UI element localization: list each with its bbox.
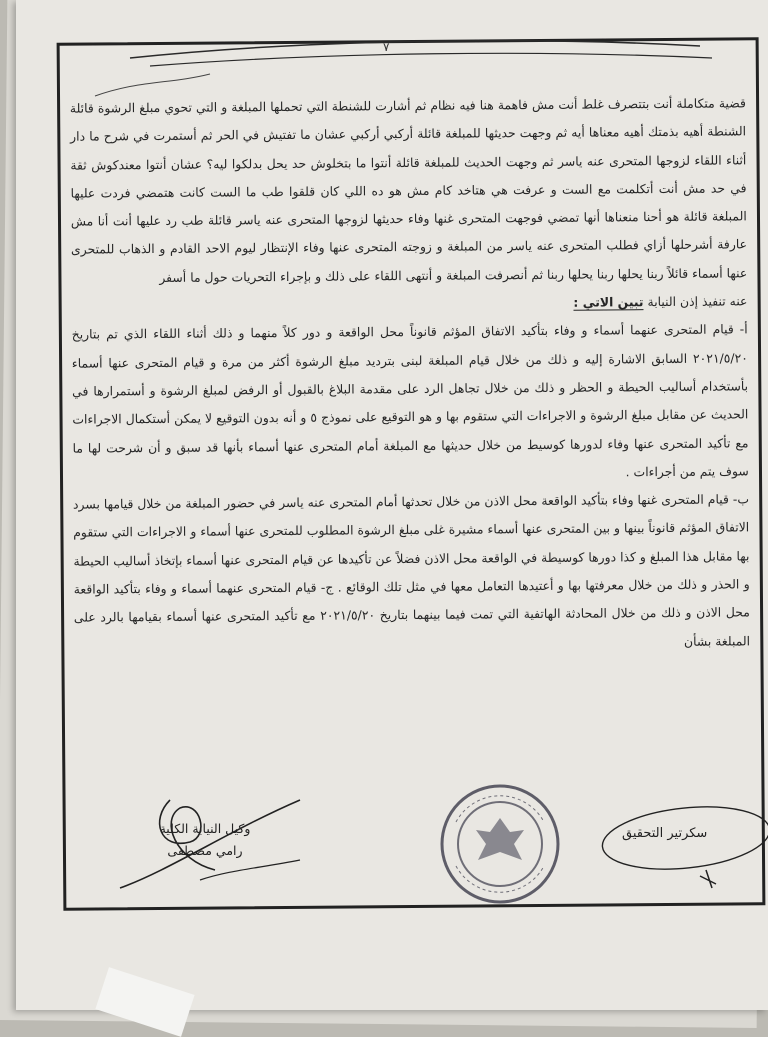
prosecutor-name: رامي مصطفى bbox=[167, 843, 243, 858]
heading-lead: عنه تنفيذ إذن النيابة bbox=[647, 293, 748, 310]
heading-underlined: تبين الاتي : bbox=[573, 294, 644, 310]
prosecutor-title: وكيل النيابة الكلية bbox=[159, 821, 251, 836]
prosecutor-signature-block bbox=[120, 818, 290, 862]
intro-paragraph: قضية متكاملة أنت بتتصرف غلط أنت مش فاهمة هنا فيه نظام ثم أشارت للشنطة التي تحملها المبلغة و التي تحوي مبلغ الرشوة قائلة الشنطة أهيه بذمتك أهيه معناها أيه ثم وجهت حديثها للمبلغة قائلة أركبي أركبي عشان ما تفتيش في الحر ثم أستمرت في شرح ما دار أثناء اللقاء لزوجها المتحرى عنه ياسر ثم وجهت الحديث للمبلغة قائلة أنتوا ما بتخلوش حد يحل بدلكوا ليه؟ عشان أنتوا معندكوش ثقة في حد مش أنت أتكلمت مع الست و عرفت هي هتاخد كام مش هو ده اللي كان قلقوا طب ما الست كانت هتمضي فردت عليها المبلغة قائلة هو أحنا منعناها أنها تمضي فوجهت المتحرى غنها وفاء حديثها لزوجها المتحرى عنه ياسر قائلة طب رد عليها أنت أنا مش عارفة أشرحلها أزاي فطلب المتحرى عنه ياسر من المبلغة و زوجته المتحرى عنها وفاء الإنتظار ليوم الاحد القادم و الذهاب للمتحرى عنها أسماء قائلاً ربنا يحلها ربنا يحلها ربنا ثم أنصرفت المبلغة و أنتهى اللقاء على ذلك و بإجراء التحريات حول ما أسفر bbox=[69, 95, 748, 285]
finding-item-b: ب- قيام المتحرى غنها وفاء بتأكيد الواقعة محل الاذن من خلال تحدثها أمام المتحرى عنه ياسر في حضور المبلغة من خلال قيامها بسرد الاتفاق المؤثم قانوناً بينها و بين المتحرى عنها أسماء مشيرة غلى مبلغ الرشوة المطلوب للمتحرى عنها أسماء و الاجراءات التي ستقوم بها مقابل هذا المبلغ و كذا دورها كوسيطة في الواقعة محل الاذن فضلاً عن تأكيدها عن قيام المتحرى عنها أسماء بإتخاذ أساليب الحيطة و الحذر و ذلك من خلال معرفتها بها و أعتيدها التعامل معها في مثل تلك الوقائع . ج- قيام المتحرى عنهما أسماء و وفاء بتأكيد الواقعة محل الاذن و ذلك من خلال المحادثة الهاتفية التي تمت فيما بينهما بتاريخ ٢٠٢١/٥/٢٠ مع تأكيد المتحرى عنها أسماء بقيامها بالرد على المبلغة بشأن bbox=[72, 491, 751, 649]
page-number: ٧ bbox=[383, 40, 390, 54]
secretary-label: سكرتير التحقيق bbox=[622, 826, 708, 841]
finding-item-a: أ- قيام المتحرى عنهما أسماء و وفاء بتأكيد الاتفاق المؤثم قانوناً محل الواقعة و دور كلاً منهما و ذلك أثناء اللقاء الذي تم بتاريخ ٢٠٢١/٥/٢٠ السابق الاشارة إليه و ذلك من خلال قيام المبلغة لبنى بترديد مبلغ الرشوة أكثر من مرة و قيام المتحرى عنها أسماء بأستخدام أساليب الحيطة و الحظر و ذلك من خلال تجاهل الرد على مقدمة البلاغ بالقبول أو الرفض لمبلغ الرشوة و أستمرارها في الحديث عن مقابل مبلغ الرشوة و الاجراءات التي ستقوم بها و هو التوقيع على نموذج ٥ و أنه بدون التوقيع لا يمكن أستكمال الاجراءات مع تأكيد المتحرى عنها وفاء لدورها كوسيط من خلال حديثها مع المبلغة أمام المتحرى عنها أسماء بأنها قد سبق و أن شرحت لها ما سوف يتم من أجراءات . bbox=[71, 321, 749, 480]
